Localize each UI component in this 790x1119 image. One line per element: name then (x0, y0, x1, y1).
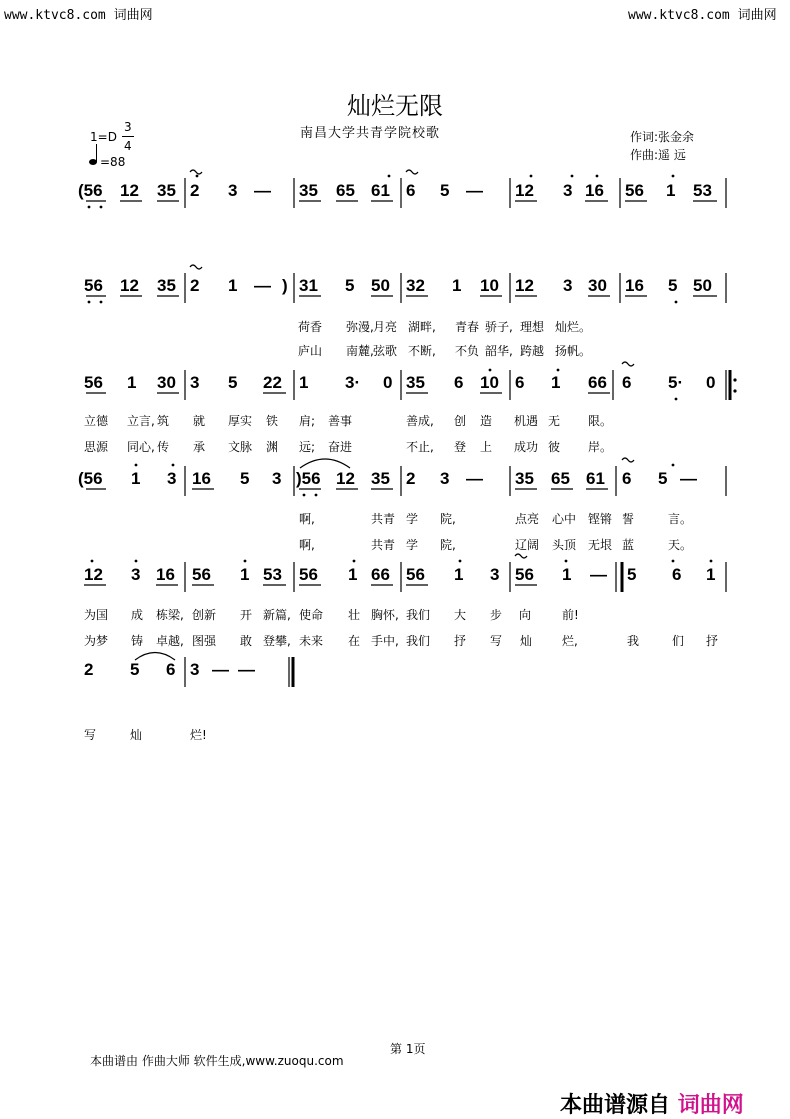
lyric-l2b-1: 南麓, (346, 344, 374, 358)
note-line5-14: — (590, 565, 607, 584)
lyric-l5a-13: 前! (562, 608, 579, 622)
note-line4-5: 3 (272, 469, 282, 488)
note-line4-3: 16 (192, 469, 211, 488)
note-line3-6: 1 (299, 373, 309, 392)
lyric-l3a-2: 筑 (157, 414, 170, 428)
note-line5-16: 6 (672, 565, 682, 584)
lyric-l6a-0: 写 (84, 728, 97, 742)
note-line5-6: 56 (299, 565, 318, 584)
source-brand[interactable]: 词曲网 (677, 1093, 744, 1118)
note-line1-2: 35 (157, 181, 176, 200)
note-line2-0: 56 (84, 276, 103, 295)
lyric-l4b-7: 蓝 (622, 538, 635, 552)
lyric-l3b-4: 文脉 (228, 440, 253, 454)
note-line2-8: 5 (345, 276, 355, 295)
lyric-l3a-3: 就 (193, 414, 206, 428)
lyric-l5b-1: 铸 (131, 634, 144, 648)
lyric-l3a-12: 无 (548, 414, 561, 428)
lyric-l2a-4: 青春 (455, 320, 480, 334)
lyric-l2a-7: 灿烂。 (555, 320, 592, 334)
lyric-l5a-1: 成 (131, 608, 144, 622)
lyric-l4a-6: 铿锵 (588, 512, 613, 526)
note-line1-15: 56 (625, 181, 644, 200)
lyric-l5a-10: 大 (454, 608, 467, 622)
note-line4-17: — (680, 469, 697, 488)
note-line5-13: 1 (562, 565, 572, 584)
lyric-l5b-12: 灿 (520, 634, 533, 648)
note-line1-1: 12 (120, 181, 139, 200)
note-line2-1: 12 (120, 276, 139, 295)
note-line4-4: 5 (240, 469, 250, 488)
note-line1-5: — (254, 181, 271, 200)
note-line5-17: 1 (706, 565, 716, 584)
note-line5-2: 16 (156, 565, 175, 584)
key-signature: 1=D (90, 130, 117, 144)
note-line2-7: 31 (299, 276, 318, 295)
lyric-l3a-4: 厚实 (228, 414, 253, 428)
lyric-l3a-5: 铁 (266, 414, 279, 428)
lyric-l4a-8: 言。 (668, 512, 693, 526)
lyric-l5b-4: 敢 (240, 634, 253, 648)
lyric-l3a-13: 限。 (588, 414, 613, 428)
note-line5-9: 56 (406, 565, 425, 584)
note-line1-14: 16 (585, 181, 604, 200)
note-line5-3: 56 (192, 565, 211, 584)
lyric-l5b-3: 图强 (192, 634, 217, 648)
composer: 作曲:遥 远 (630, 148, 686, 162)
time-signature-bottom: 4 (124, 139, 132, 153)
note-line3-11: 10 (480, 373, 499, 392)
lyricist: 作词:张金余 (630, 130, 695, 144)
lyric-l3b-0: 思源 (84, 440, 109, 454)
note-line4-2: 3 (167, 469, 177, 488)
note-line1-13: 3 (563, 181, 573, 200)
note-line3-0: 56 (84, 373, 103, 392)
note-line1-16: 1 (666, 181, 676, 200)
lyric-l2a-2: 月亮 (373, 320, 398, 334)
note-line4-13: 65 (551, 469, 570, 488)
note-line4-12: 35 (515, 469, 534, 488)
lyric-l5a-8: 胸怀, (371, 608, 399, 622)
lyric-l3a-7: 善事 (328, 414, 353, 428)
note-line4-16: 5 (658, 469, 668, 488)
note-line4-14: 61 (586, 469, 605, 488)
note-line5-12: 56 (515, 565, 534, 584)
note-line3-7: 3· (345, 373, 361, 392)
song-subtitle: 南昌大学共青学院校歌 (300, 126, 441, 141)
note-line4-9: 2 (406, 469, 416, 488)
lyric-l3a-11: 机遇 (514, 414, 539, 428)
note-line5-10: 1 (454, 565, 464, 584)
lyric-l3a-9: 创 (454, 414, 467, 428)
lyric-l2b-7: 扬帆。 (555, 344, 592, 358)
note-line4-11: — (466, 469, 483, 488)
lyric-l3b-7: 奋进 (328, 440, 353, 454)
note-line2-17: 5 (668, 276, 678, 295)
note-line4-1: 1 (131, 469, 141, 488)
note-line2-12: 10 (480, 276, 499, 295)
note-line3-9: 35 (406, 373, 425, 392)
lyric-l2b-2: 弦歌 (373, 344, 398, 358)
note-line1-4: 3 (228, 181, 238, 200)
lyric-l3b-2: 传 (157, 440, 170, 454)
lyric-l2b-0: 庐山 (298, 344, 323, 358)
lyric-l3b-12: 彼 (548, 440, 561, 454)
lyric-l5b-6: 未来 (299, 634, 324, 648)
source-watermark (560, 1088, 744, 1119)
note-line1-0: (56 (78, 181, 103, 200)
song-title: 灿烂无限 (347, 92, 443, 120)
note-line2-11: 1 (452, 276, 462, 295)
lyric-l2b-6: 跨越 (520, 344, 545, 358)
lyric-l4b-4: 辽阔 (515, 538, 540, 552)
lyric-l3a-1: 立言, (127, 414, 155, 428)
lyric-l2a-0: 荷香 (298, 320, 323, 334)
time-signature-top: 3 (124, 120, 132, 134)
lyric-l4a-5: 心中 (552, 512, 577, 526)
lyric-l2b-3: 不断, (408, 344, 436, 358)
note-line4-15: 6 (622, 469, 632, 488)
note-line2-9: 50 (371, 276, 390, 295)
lyric-l4a-3: 院, (440, 512, 456, 526)
lyric-l3a-8: 善成, (406, 414, 434, 428)
note-line2-16: 16 (625, 276, 644, 295)
note-line3-1: 1 (127, 373, 137, 392)
note-line2-2: 35 (157, 276, 176, 295)
note-line3-3: 3 (190, 373, 200, 392)
lyric-l6a-1: 灿 (130, 728, 143, 742)
note-line2-6: ) (282, 276, 288, 295)
lyric-l5b-14: 我 (627, 634, 640, 648)
lyric-l3b-1: 同心, (127, 440, 155, 454)
note-line2-13: 12 (515, 276, 534, 295)
note-line3-10: 6 (454, 373, 464, 392)
note-line5-15: 5 (627, 565, 637, 584)
lyric-l4b-2: 学 (406, 538, 419, 552)
lyric-l5b-16: 抒 (706, 634, 719, 648)
note-line3-5: 22 (263, 373, 282, 392)
site-header-left: www.ktvc8.com 词曲网 (4, 8, 153, 23)
lyric-l5b-13: 烂, (562, 634, 578, 648)
tempo-mark: =88 (100, 155, 126, 169)
note-line1-3: 2 (190, 181, 200, 200)
lyric-l3b-8: 不止, (406, 440, 434, 454)
note-line2-10: 32 (406, 276, 425, 295)
note-line4-7: 12 (336, 469, 355, 488)
note-line4-8: 35 (371, 469, 390, 488)
lyric-l3b-6: 远; (299, 440, 316, 454)
generator-note: 本曲谱由 作曲大师 软件生成,www.zuoqu.com (90, 1054, 344, 1068)
lyric-l4b-6: 无垠 (588, 538, 613, 552)
note-line6-1: 5 (130, 660, 140, 679)
lyric-l3b-10: 上 (480, 440, 493, 454)
note-line5-8: 66 (371, 565, 390, 584)
lyric-l5b-10: 抒 (454, 634, 467, 648)
note-line6-4: — (212, 660, 229, 679)
lyric-l2a-1: 弥漫, (346, 320, 374, 334)
note-line4-6: )56 (296, 469, 321, 488)
lyric-l5b-7: 在 (348, 634, 361, 648)
page-number: 第 1页 (390, 1042, 426, 1056)
note-line1-6: 35 (299, 181, 318, 200)
lyric-l3b-13: 岸。 (588, 440, 613, 454)
note-line6-2: 6 (166, 660, 176, 679)
note-line1-7: 65 (336, 181, 355, 200)
lyric-l3b-11: 成功 (514, 440, 539, 454)
lyric-l4a-4: 点亮 (515, 512, 540, 526)
lyric-l2a-5: 骄子, (485, 320, 513, 334)
lyric-l4b-8: 天。 (668, 538, 693, 552)
lyric-l3b-5: 渊 (266, 440, 279, 454)
note-line6-0: 2 (84, 660, 94, 679)
lyric-l5a-6: 使命 (299, 608, 324, 622)
note-line3-8: 0 (383, 373, 393, 392)
lyric-l5b-2: 卓越, (156, 634, 184, 648)
note-line1-9: 6 (406, 181, 416, 200)
lyric-l5a-3: 创新 (192, 608, 217, 622)
lyric-l5a-2: 栋梁, (156, 608, 184, 622)
note-line3-4: 5 (228, 373, 238, 392)
lyric-l5a-0: 为国 (84, 608, 109, 622)
lyric-l6a-2: 烂! (190, 728, 207, 742)
lyric-l3b-3: 承 (193, 440, 206, 454)
note-line6-5: — (238, 660, 255, 679)
note-line5-11: 3 (490, 565, 500, 584)
note-line4-10: 3 (440, 469, 450, 488)
lyric-l2b-5: 韶华, (485, 344, 513, 358)
note-line5-0: 12 (84, 565, 103, 584)
lyric-l5b-8: 手中, (371, 634, 399, 648)
lyric-l5b-5: 登攀, (263, 634, 291, 648)
lyric-l5a-9: 我们 (406, 608, 431, 622)
note-line3-15: 6 (622, 373, 632, 392)
note-line3-14: 66 (588, 373, 607, 392)
lyric-l2a-6: 理想 (520, 320, 545, 334)
note-line5-5: 53 (263, 565, 282, 584)
note-line2-18: 50 (693, 276, 712, 295)
note-line2-15: 30 (588, 276, 607, 295)
lyric-l5b-15: 们 (672, 634, 685, 648)
lyric-l4b-5: 头顶 (552, 538, 577, 552)
note-line6-3: 3 (190, 660, 200, 679)
note-line1-17: 53 (693, 181, 712, 200)
note-line1-12: 12 (515, 181, 534, 200)
lyric-l5a-12: 向 (519, 608, 532, 622)
lyric-l3a-6: 肩; (299, 414, 316, 428)
note-line5-4: 1 (240, 565, 250, 584)
note-line1-11: — (466, 181, 483, 200)
lyric-l4b-1: 共青 (371, 538, 396, 552)
lyric-l5a-5: 新篇, (263, 608, 291, 622)
lyric-l5a-11: 步 (490, 608, 503, 622)
note-line5-7: 1 (348, 565, 358, 584)
lyric-l4a-7: 誓 (622, 512, 635, 526)
note-line1-8: 61 (371, 181, 390, 200)
lyric-l3a-10: 造 (480, 414, 493, 428)
note-line3-2: 30 (157, 373, 176, 392)
note-line2-4: 1 (228, 276, 238, 295)
lyric-l3a-0: 立德 (84, 414, 109, 428)
lyric-l2b-4: 不负 (455, 344, 480, 358)
lyric-l4a-1: 共青 (371, 512, 396, 526)
note-line3-17: 0 (706, 373, 716, 392)
lyric-l5a-4: 开 (240, 608, 253, 622)
note-line3-16: 5· (668, 373, 684, 392)
lyric-l2a-3: 湖畔, (408, 320, 436, 334)
note-line5-1: 3 (131, 565, 141, 584)
lyric-l4a-2: 学 (406, 512, 419, 526)
note-line2-5: — (254, 276, 271, 295)
note-line2-14: 3 (563, 276, 573, 295)
lyric-l5b-0: 为梦 (84, 634, 109, 648)
note-line3-12: 6 (515, 373, 525, 392)
lyric-l5b-11: 写 (490, 634, 503, 648)
lyric-l5b-9: 我们 (406, 634, 431, 648)
lyric-l3b-9: 登 (454, 440, 467, 454)
lyric-l4b-3: 院, (440, 538, 456, 552)
lyric-l5a-7: 壮 (348, 608, 361, 622)
site-header-right: www.ktvc8.com 词曲网 (628, 8, 777, 23)
lyric-l4a-0: 啊, (299, 512, 315, 526)
note-line3-13: 1 (551, 373, 561, 392)
note-line4-0: (56 (78, 469, 103, 488)
note-line1-10: 5 (440, 181, 450, 200)
source-prefix: 本曲谱源自 (560, 1093, 671, 1118)
lyric-l4b-0: 啊, (299, 538, 315, 552)
note-line2-3: 2 (190, 276, 200, 295)
